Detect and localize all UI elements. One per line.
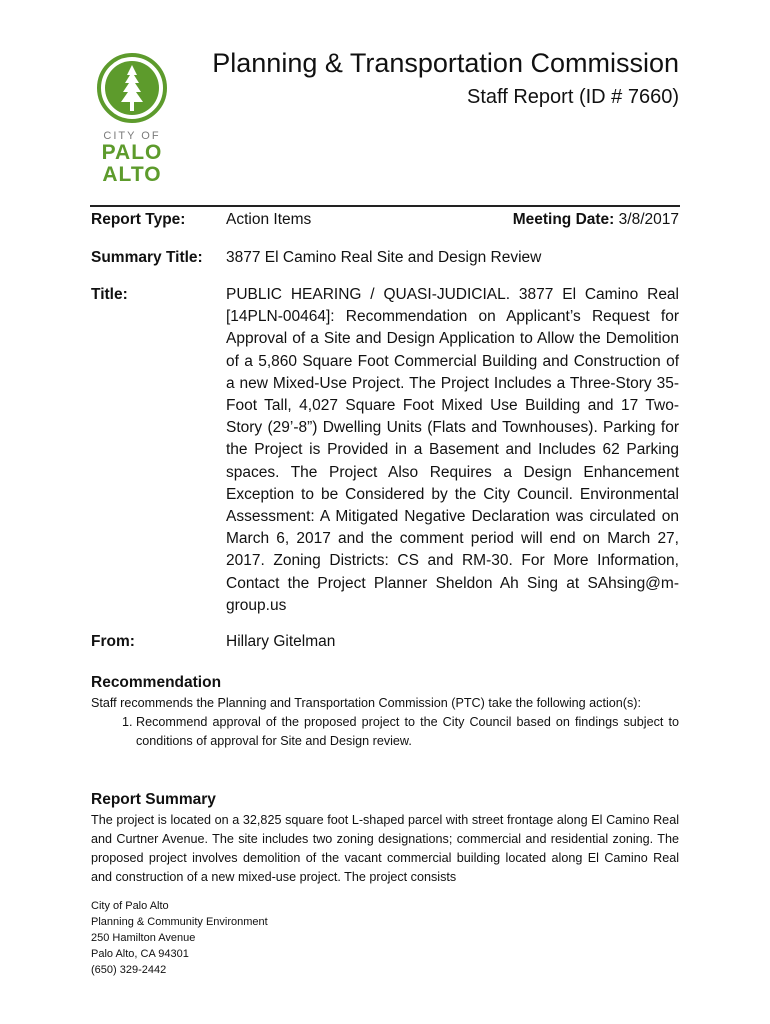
logo-alto: ALTO bbox=[102, 163, 162, 186]
meeting-date-value: 3/8/2017 bbox=[618, 211, 679, 228]
report-summary-heading: Report Summary bbox=[91, 791, 216, 808]
title-label: Title: bbox=[91, 286, 128, 303]
city-logo bbox=[96, 52, 168, 186]
footer-line: (650) 329-2442 bbox=[91, 964, 167, 976]
report-type-value: Action Items bbox=[226, 211, 312, 228]
recommendation-item: 1. Recommend approval of the proposed project to the City Council based on findings subject to conditions of approval for Site and Design review. bbox=[136, 713, 679, 751]
footer-line: Palo Alto, CA 94301 bbox=[91, 948, 189, 960]
title-value: PUBLIC HEARING / QUASI-JUDICIAL. 3877 El Camino Real [14PLN-00464]: Recommendation on Applicant’s Request for Approval of a Site and Design Application to Allow the Demolition of a 5,860 Square Foot Commercial Building and Construction of a new Mixed-Use Project. The Project Includes a Three-Story 35-Foot Tall, 4,027 Square Foot Mixed Use Building and 17 Two-Story (29’-8”) Dwelling Units (Flats and Townhouses). Parking for the Project is Provided in a Basement and Includes 62 Parking spaces. The Project Also Requires a Design Enhancement Exception to be Considered by the City Council. Environmental Assessment: A Mitigated Negative Declaration was circulated on March 6, 2017 and the comment period will end on March 27, 2017. Zoning Districts: CS and RM-30. For More Information, Contact the Project Planner Sheldon Ah Sing at SAhsing@m-group.us bbox=[226, 286, 679, 614]
title-row bbox=[91, 284, 679, 620]
recommendation-heading: Recommendation bbox=[91, 674, 222, 691]
summary-title-value: 3877 El Camino Real Site and Design Review bbox=[226, 249, 542, 266]
report-summary-text: The project is located on a 32,825 square foot L-shaped parcel with street frontage along El Camino Real and Curtner Avenue. The site includes two zoning designations; commercial and residential zoning. The proposed project involves demolition of the vacant commercial building located along El Camino Real and construction of a new mixed-use project. The project consists bbox=[91, 813, 679, 884]
tree-icon bbox=[96, 52, 168, 124]
meeting-date bbox=[513, 211, 679, 229]
report-type-row bbox=[91, 211, 679, 233]
page-title: Planning & Transportation Commission bbox=[212, 48, 679, 78]
from-label: From: bbox=[91, 633, 135, 650]
recommendation-list bbox=[91, 713, 679, 751]
summary-title-row bbox=[91, 249, 679, 271]
footer-line: City of Palo Alto bbox=[91, 900, 169, 912]
logo-palo: PALO bbox=[101, 141, 163, 164]
footer-line: Planning & Community Environment bbox=[91, 916, 268, 928]
page-subtitle: Staff Report (ID # 7660) bbox=[467, 86, 679, 108]
logo-city-of: CITY OF bbox=[103, 130, 161, 142]
report-type-label: Report Type: bbox=[91, 211, 186, 228]
from-value: Hillary Gitelman bbox=[226, 633, 336, 650]
header-divider bbox=[90, 205, 680, 207]
recommendation-body bbox=[91, 694, 679, 751]
recommendation-intro: Staff recommends the Planning and Transportation Commission (PTC) take the following action(s): bbox=[91, 696, 641, 710]
footer-address bbox=[91, 898, 268, 978]
from-row bbox=[91, 633, 679, 655]
footer-line: 250 Hamilton Avenue bbox=[91, 932, 196, 944]
summary-title-label: Summary Title: bbox=[91, 249, 203, 266]
meeting-date-label: Meeting Date: bbox=[512, 211, 615, 228]
